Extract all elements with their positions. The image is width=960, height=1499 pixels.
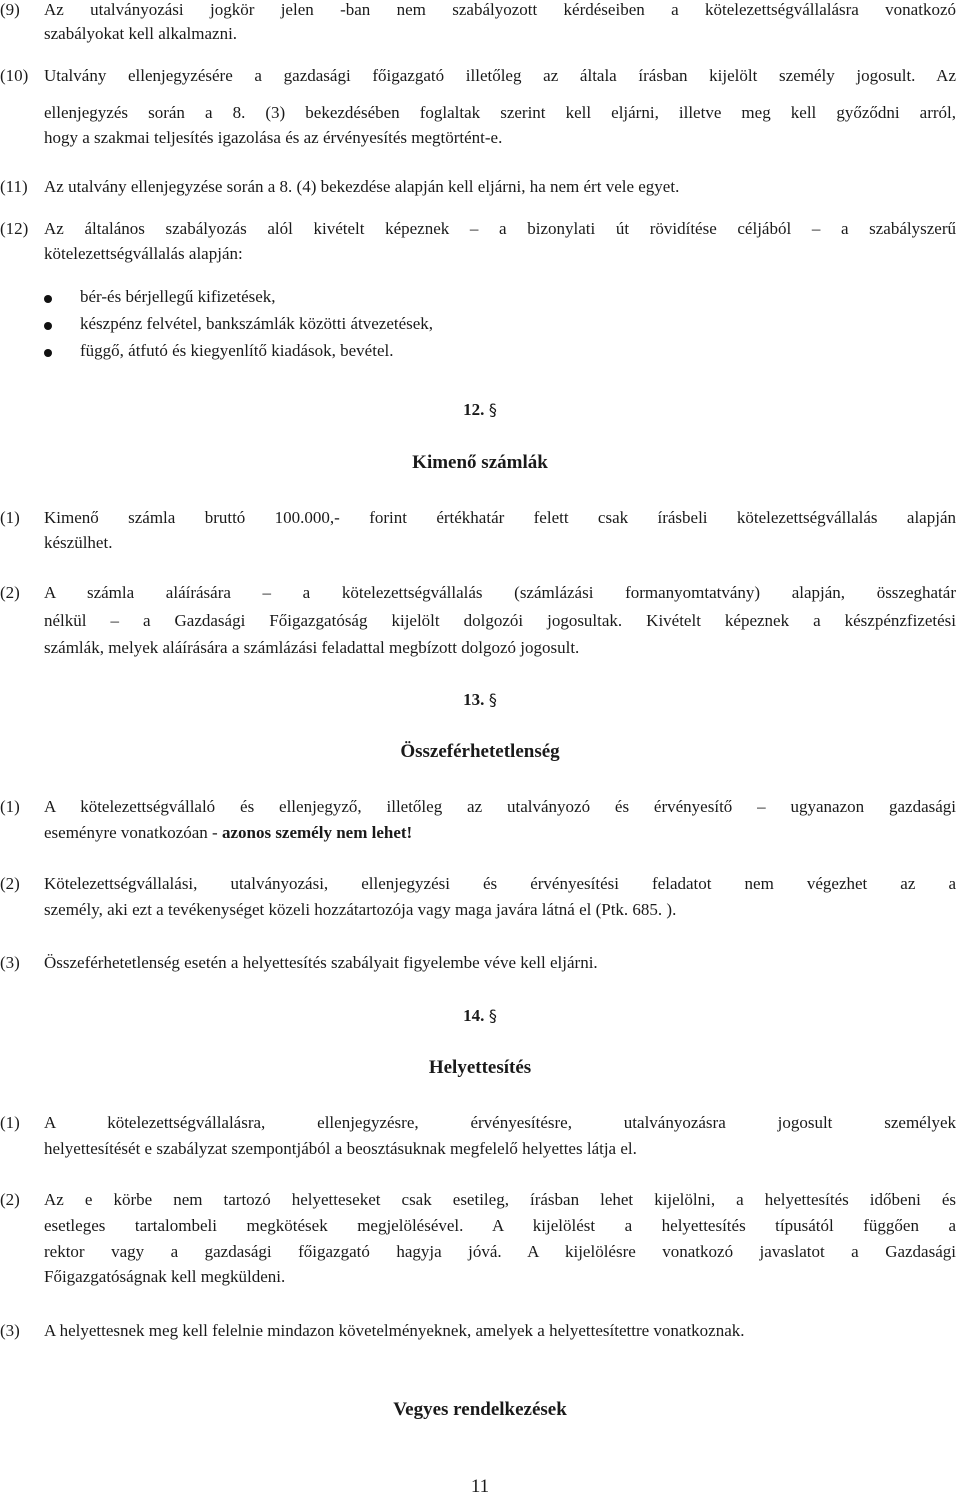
paragraph-number: (2) (0, 874, 20, 893)
text-line: ellenjegyzés során a 8. (3) bekezdésében foglaltak szerint kell eljárni, illetve meg kell győződni arról, (44, 103, 956, 122)
text-line: szabályokat kell alkalmazni. (44, 24, 238, 43)
section-sign-icon: § (488, 690, 497, 709)
list-item: függő, átfutó és kiegyenlítő kiadások, bevétel. (80, 341, 394, 360)
paragraph-number: (2) (0, 583, 20, 602)
section-title: Vegyes rendelkezések (393, 1399, 567, 1420)
emphasis-text: azonos személy nem lehet! (221, 823, 413, 842)
section-sign-icon: § (488, 1006, 497, 1025)
text-line: Az utalvány ellenjegyzése során a 8. (4) bekezdése alapján kell eljárni, ha nem ért vele egyet. (44, 177, 680, 196)
text-line: számlák, melyek aláírására a számlázási feladattal megbízott dolgozó jogosult. (44, 638, 580, 657)
section-number: 13. § (463, 690, 497, 709)
text-line: nélkül – a Gazdasági Főigazgatóság kijelölt dolgozói jogosultak. Kivételt képeznek a készpénzfizetési (44, 611, 956, 630)
text-line: rektor vagy a gazdasági főigazgató hagyja jóvá. A kijelölésre vonatkozó javaslatot a Gazdasági (44, 1242, 956, 1261)
text-line: Utalvány ellenjegyzésére a gazdasági főigazgató illetőleg az általa írásban kijelölt személy jogosult. Az (44, 66, 956, 85)
text-line: készülhet. (44, 533, 113, 552)
paragraph-number: (3) (0, 953, 20, 972)
section-sign-icon: § (488, 400, 497, 419)
paragraph-number: (11) (0, 177, 28, 196)
list-item: bér-és bérjellegű kifizetések, (80, 287, 276, 306)
text-line: A kötelezettségvállaló és ellenjegyző, illetőleg az utalványozó és érvényesítő – ugyanazon gazdasági (44, 797, 956, 816)
paragraph-number: (1) (0, 797, 20, 816)
text-line: esetleges tartalombeli megkötések megjelölésével. A kijelölést a helyettesítés típusától függően a (44, 1216, 956, 1235)
paragraph-number: (1) (0, 1113, 20, 1132)
paragraph-number: (1) (0, 508, 20, 527)
bullet-icon (44, 322, 52, 330)
bullet-icon (44, 295, 52, 303)
paragraph-number: (12) (0, 219, 29, 238)
text-line: A számla aláírására – a kötelezettségvállalás (számlázási formanyomtatvány) alapján, összeghatár (44, 583, 956, 602)
text-line: Az e körbe nem tartozó helyetteseket csak esetileg, írásban lehet kijelölni, a helyettesítés időbeni és (44, 1190, 956, 1209)
paragraph-number: (3) (0, 1321, 20, 1340)
section-number: 12. § (463, 400, 497, 419)
paragraph-number: (2) (0, 1190, 20, 1209)
text-line: Az utalványozási jogkör jelen -ban nem szabályozott kérdéseiben a kötelezettségvállalásra vonatkozó (44, 0, 956, 19)
text-line: Kötelezettségvállalási, utalványozási, ellenjegyzési és érvényesítési feladatot nem végezhet az a (44, 874, 956, 893)
paragraph-number: (9) (0, 0, 20, 19)
text-line: Az általános szabályozás alól kivételt képeznek – a bizonylati út rövidítése céljából – a szabályszerű (44, 219, 956, 238)
section-title: Helyettesítés (428, 1057, 532, 1078)
text-line: A helyettesnek meg kell felelnie mindazon követelményeknek, amelyek a helyettesítettre vonatkoznak. (44, 1321, 745, 1340)
text-line: helyettesítését e szabályzat szempontjából a beosztásuknak megfelelő helyettes látja el. (44, 1139, 637, 1158)
text-line: hogy a szakmai teljesítés igazolása és az érvényesítés megtörtént-e. (44, 128, 503, 147)
text-line: eseményre vonatkozóan - azonos személy nem lehet! (44, 823, 413, 842)
text-line: Kimenő számla bruttó 100.000,- forint értékhatár felett csak írásbeli kötelezettségvállalás alapján (44, 508, 956, 527)
bullet-icon (44, 349, 52, 357)
text-line: A kötelezettségvállalásra, ellenjegyzésre, érvényesítésre, utalványozásra jogosult személyek (44, 1113, 956, 1132)
page-number: 11 (470, 1476, 490, 1497)
text-line: Összeférhetetlenség esetén a helyettesítés szabályait figyelembe véve kell eljárni. (44, 953, 598, 972)
text-line: Főigazgatóságnak kell megküldeni. (44, 1267, 286, 1286)
list-item: készpénz felvétel, bankszámlák közötti átvezetések, (80, 314, 434, 333)
paragraph-number: (10) (0, 66, 29, 85)
text-line: kötelezettségvállalás alapján: (44, 244, 243, 263)
section-title: Összeférhetetlenség (400, 741, 560, 762)
section-title: Kimenő számlák (412, 452, 548, 473)
text-line: személy, aki ezt a tevékenységet közeli hozzátartozója vagy maga javára látná el (Ptk. 685. ). (44, 900, 677, 919)
section-number: 14. § (463, 1006, 497, 1025)
